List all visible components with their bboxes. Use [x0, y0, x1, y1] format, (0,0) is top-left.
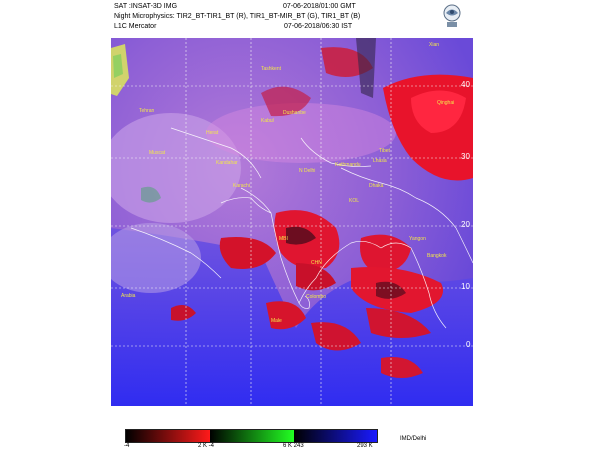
place-label-yangon: Yangon [409, 236, 426, 242]
place-label-dushanbe: Dushanbe [283, 110, 306, 116]
place-label-colombo: Colombo [306, 294, 327, 300]
color-scale-tick: 293 K [357, 443, 373, 449]
place-label-herat: Herat [206, 130, 219, 136]
place-label-kathmandu: Kathmandu [335, 162, 361, 168]
place-label-kandahar: Kandahar [216, 160, 238, 166]
latitude-label: 40 [461, 80, 470, 89]
color-scale-green-segment [210, 430, 294, 442]
place-label-tehran: Tehran [139, 108, 155, 114]
latitude-label: 10 [461, 282, 470, 291]
place-label-lhasa: Lhasa [373, 158, 387, 164]
latitude-label: 30 [461, 152, 470, 161]
place-label-tashkent: Tashkent [261, 66, 282, 72]
color-scale-tick: -4 [124, 443, 130, 449]
place-label-mumbai: MBI [279, 236, 288, 242]
projection-label: L1C Mercator [114, 23, 157, 30]
color-scale-red-segment [126, 430, 210, 442]
place-label-new-delhi: N Delhi [299, 168, 316, 174]
place-label-bangkok: Bangkok [427, 253, 447, 259]
credit-label: IMD/Delhi [400, 436, 427, 442]
place-label-kabul: Kabul [261, 118, 274, 124]
satellite-label: SAT :INSAT-3D IMG [114, 3, 178, 10]
place-label-qinghai: Qinghai [437, 100, 455, 106]
place-label-tibet: Tibet [379, 148, 390, 154]
time-gmt-label: 07-06-2018/01:00 GMT [283, 3, 356, 10]
product-label: Night Microphysics: TIR2_BT-TIR1_BT (R), TIR1_BT-MIR_BT (G), TIR1_BT (B) [114, 13, 361, 20]
color-scale-bar [125, 429, 378, 443]
place-label-dhaka: Dhaka [369, 183, 384, 189]
time-ist-label: 07-06-2018/06:30 IST [284, 23, 353, 30]
place-label-male: Male [271, 318, 282, 324]
latitude-label: 0 [466, 340, 471, 349]
satellite-image [111, 38, 473, 406]
imd-emblem-icon [441, 3, 463, 29]
place-label-kolkata: KOL [349, 198, 360, 204]
place-label-karachi: Karachi [233, 183, 250, 189]
latitude-label: 20 [461, 220, 470, 229]
place-label-xian: Xian [429, 42, 440, 48]
place-label-muscat: Muscat [149, 150, 166, 156]
color-scale-tick: 2 K -4 [198, 443, 215, 449]
place-label-chennai: CHN [311, 260, 322, 266]
place-label-arabia: Arabia [121, 293, 136, 299]
color-scale-blue-segment [294, 430, 377, 442]
color-scale-tick: 6 K 243 [283, 443, 304, 449]
